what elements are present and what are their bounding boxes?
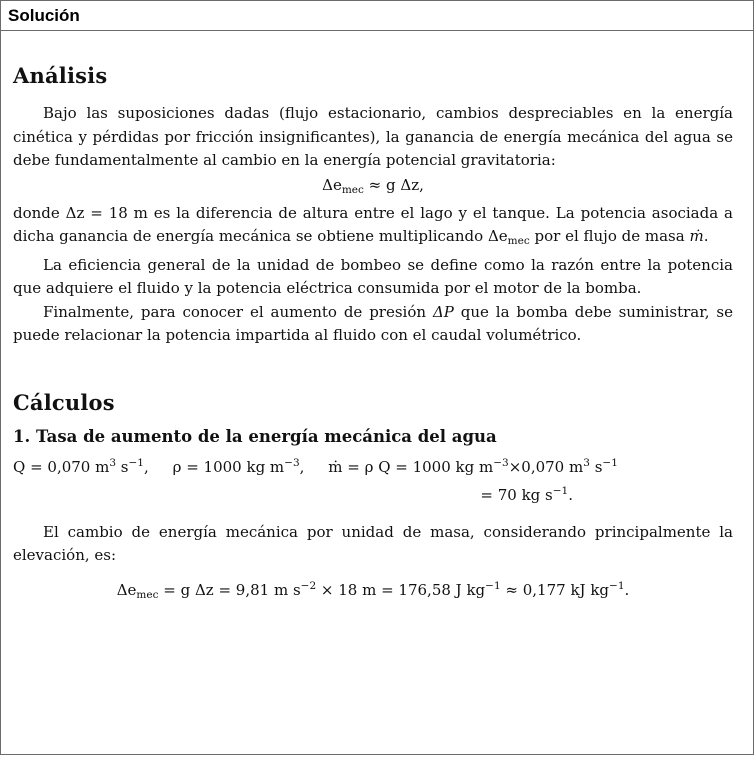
analysis-paragraph-2: donde Δz = 18 m es la diferencia de altura entre el lago y el tanque. La potencia asociada a dicha ganancia de energía mecánica se obtiene multiplicando $\Delta e_{mec}$ por el flujo de masa ṁ.	[13, 203, 733, 248]
calculations-paragraph-1: El cambio de energía mecánica por unidad de masa, considerando principalmente la elevación, es:	[13, 522, 733, 565]
analysis-heading: Análisis	[13, 63, 108, 88]
equation-delta-e: $\Delta e_{mec} \approx g$ Δz,	[322, 175, 424, 196]
equation-energy-per-mass: $\Delta e_{mec} = g$ Δz = 9,81 m $s^{-2} \times 18$ m = 176,58 J $kg^{-1} \approx 0,177$ kJ $kg^{-1}$.	[116, 579, 630, 601]
calculation-line-1: Q = 0,070 $m^3$ $s^{-1}$, ρ = 1000 kg $m^{-3}$, ṁ = ρ Q = 1000 kg $m^{-3}\times 0,070$ $m^3$ $s^{-1}$	[13, 456, 618, 476]
solution-title: Solución	[8, 6, 80, 25]
solution-header	[1, 1, 753, 31]
analysis-paragraph-1: Bajo las suposiciones dadas (flujo estacionario, cambios despreciables en la energía cinética y pérdidas por fricción insignificantes), la ganancia de energía mecánica del agua se debe fundamentalmente al cambio en la energía potencial gravitatoria:	[13, 104, 733, 170]
analysis-paragraph-4: Finalmente, para conocer el aumento de presión ΔP que la bomba debe suministrar, se puede relacionar la potencia impartida al fluido con el caudal volumétrico.	[13, 302, 734, 345]
calculation-line-2: = 70 kg $s^{-1}$.	[480, 484, 573, 504]
calculations-subheading-1: 1. Tasa de aumento de la energía mecánica del agua	[13, 426, 497, 446]
calculations-heading: Cálculos	[13, 389, 115, 415]
document-content	[13, 63, 733, 607]
analysis-paragraph-3: La eficiencia general de la unidad de bombeo se define como la razón entre la potencia que adquiere el fluido y la potencia eléctrica consumida por el motor de la bomba.	[13, 255, 733, 298]
